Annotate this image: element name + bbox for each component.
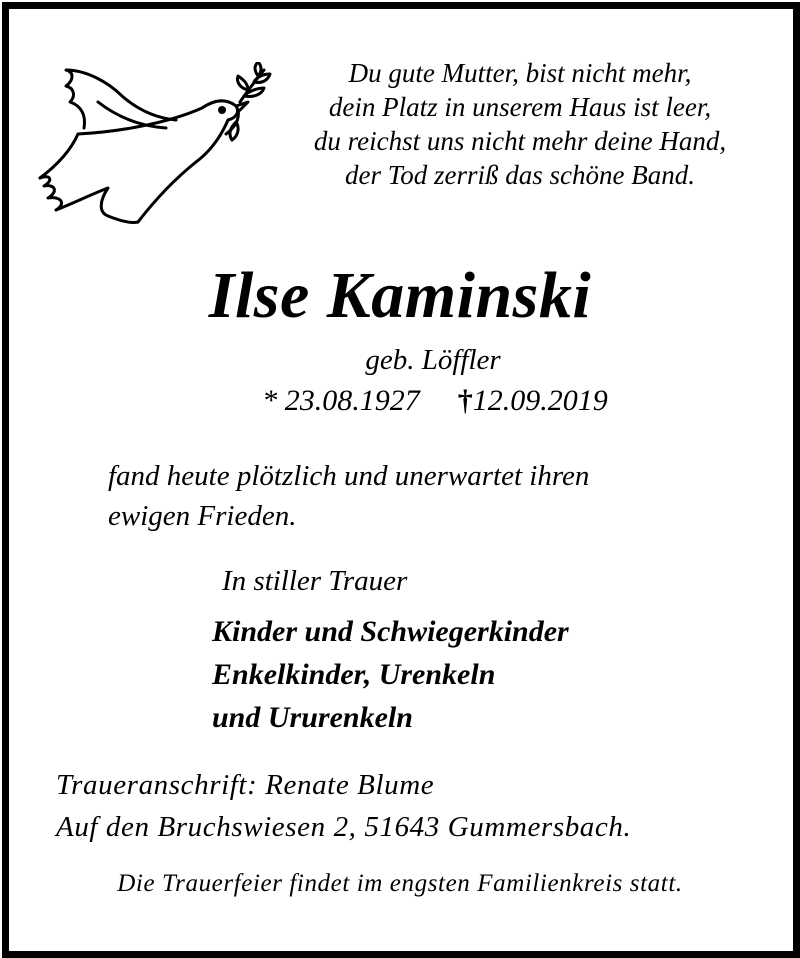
cross-icon: †: [457, 384, 473, 417]
address-line: Auf den Bruchswiesen 2, 51643 Gummersbach.: [56, 811, 632, 843]
death-date: 12.09.2019: [472, 384, 608, 417]
mourners-line: Enkelkinder, Urenkeln: [212, 658, 496, 691]
deceased-name: Ilse Kaminski: [208, 259, 592, 332]
life-dates: [0, 384, 800, 418]
poem-line: Du gute Mutter, bist nicht mehr,: [348, 58, 692, 88]
poem-line: du reichst uns nicht mehr deine Hand,: [313, 126, 727, 156]
maiden-name: geb. Löffler: [365, 344, 501, 376]
mourners-line: Kinder und Schwiegerkinder: [212, 615, 569, 648]
announcement-text: [108, 456, 748, 536]
announcement-line: ewigen Frieden.: [108, 500, 297, 532]
poem: [280, 56, 760, 192]
poem-line: dein Platz in unserem Haus ist leer,: [328, 92, 712, 122]
funeral-note: Die Trauerfeier findet im engsten Familienkreis statt.: [117, 870, 683, 897]
mourners-list: [212, 610, 569, 739]
poem-line: der Tod zerriß das schöne Band.: [344, 160, 695, 190]
mourners-line: und Ururenkeln: [212, 701, 413, 734]
announcement-line: fand heute plötzlich und unerwartet ihren: [108, 460, 590, 492]
mourning-intro: In stiller Trauer: [222, 565, 408, 597]
birth-date: * 23.08.1927: [262, 384, 420, 417]
address-line: Traueranschrift: Renate Blume: [56, 769, 435, 801]
dove-with-olive-branch-icon: [26, 62, 276, 232]
mourning-address: [56, 764, 631, 848]
